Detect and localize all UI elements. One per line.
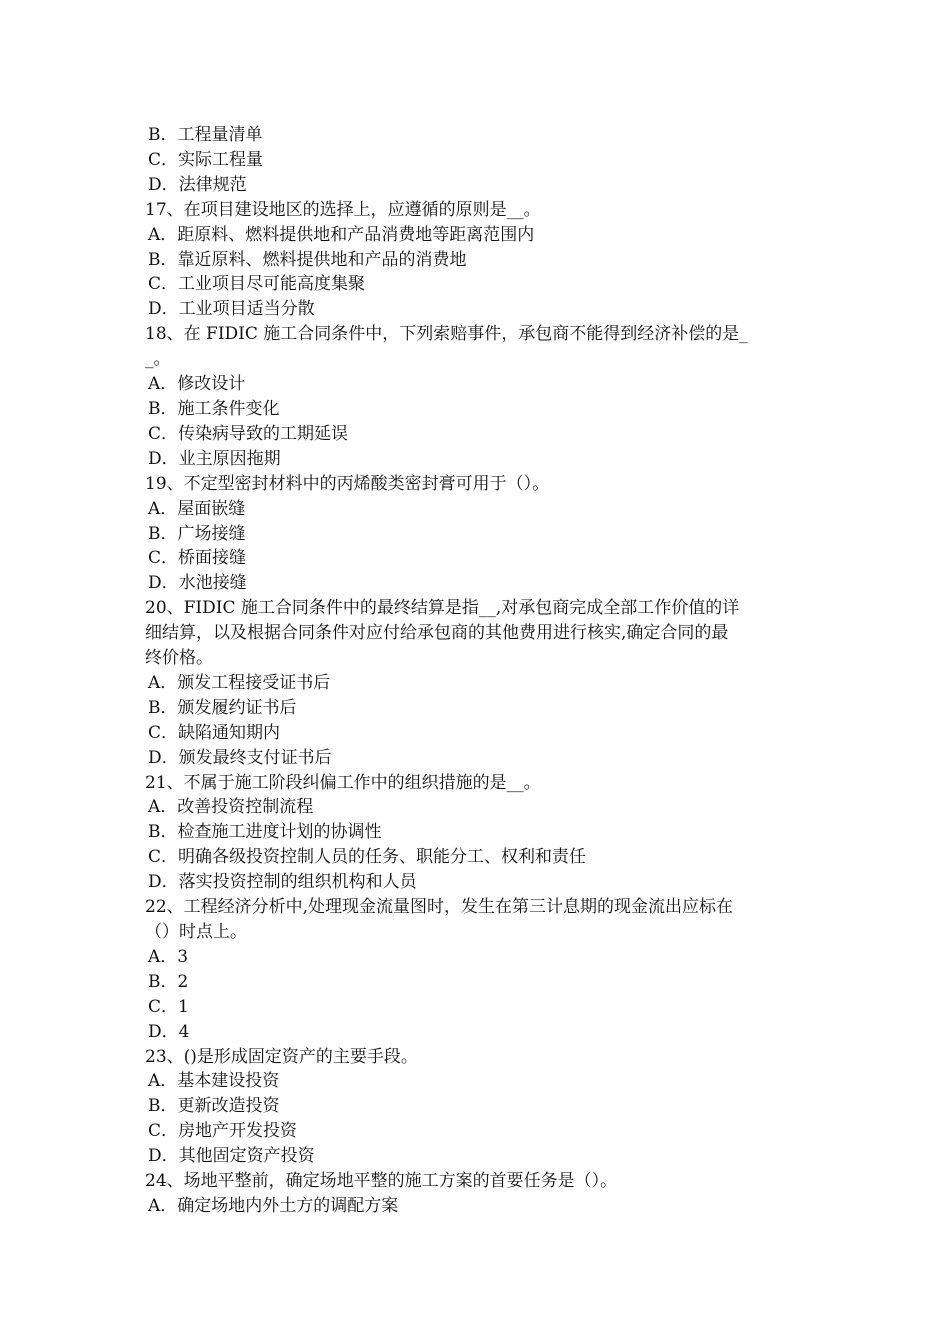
- question-text: 22、工程经济分析中,处理现金流量图时，发生在第三计息期的现金流出应标在: [145, 897, 734, 918]
- answer-option: B．广场接缝: [148, 523, 246, 544]
- answer-option: D．水池接缝: [148, 573, 247, 594]
- answer-option: D．法律规范: [148, 174, 247, 195]
- answer-option: A．改善投资控制流程: [148, 797, 314, 818]
- answer-option: D．落实投资控制的组织机构和人员: [148, 872, 417, 893]
- answer-option: B．检查施工进度计划的协调性: [148, 822, 382, 843]
- question-text: 19、不定型密封材料中的丙烯酸类密封膏可用于（）。: [145, 473, 550, 494]
- answer-option: A．修改设计: [148, 374, 246, 395]
- answer-option: D．业主原因拖期: [148, 448, 281, 469]
- question-text: 23、()是形成固定资产的主要手段。: [145, 1046, 418, 1067]
- question-text: 细结算，以及根据合同条件对应付给承包商的其他费用进行核实,确定合同的最: [145, 623, 729, 644]
- question-text: 终价格。: [145, 648, 213, 669]
- answer-option: C．桥面接缝: [148, 548, 247, 569]
- answer-option: D．工业项目适当分散: [148, 299, 315, 320]
- question-text: 17、在项目建设地区的选择上，应遵循的原则是__。: [145, 199, 541, 220]
- document-body: [145, 123, 815, 1219]
- answer-option: C．实际工程量: [148, 149, 264, 170]
- question-text: 21、不属于施工阶段纠偏工作中的组织措施的是__。: [145, 772, 541, 793]
- answer-option: A．3: [148, 946, 189, 967]
- answer-option: B．更新改造投资: [148, 1096, 280, 1117]
- answer-option: A．颁发工程接受证书后: [148, 672, 331, 693]
- answer-option: C．缺陷通知期内: [148, 722, 281, 743]
- answer-option: A．基本建设投资: [148, 1071, 280, 1092]
- answer-option: B．靠近原料、燃料提供地和产品的消费地: [148, 249, 467, 270]
- answer-option: C．传染病导致的工期延误: [148, 423, 349, 444]
- question-text: （）时点上。: [145, 922, 247, 942]
- answer-option: B．施工条件变化: [148, 398, 280, 419]
- answer-option: C．房地产开发投资: [148, 1121, 298, 1142]
- question-text: 24、场地平整前，确定场地平整的施工方案的首要任务是（）。: [145, 1171, 618, 1192]
- answer-option: C．明确各级投资控制人员的任务、职能分工、权利和责任: [148, 847, 587, 868]
- answer-option: B．2: [148, 971, 189, 992]
- answer-option: C．1: [148, 996, 189, 1017]
- answer-option: D．其他固定资产投资: [148, 1146, 315, 1167]
- answer-option: D．颁发最终支付证书后: [148, 747, 332, 768]
- answer-option: A．距原料、燃料提供地和产品消费地等距离范围内: [148, 224, 535, 245]
- answer-option: D．4: [148, 1021, 190, 1042]
- question-text: 20、FIDIC 施工合同条件中的最终结算是指__,对承包商完成全部工作价值的详: [145, 598, 740, 619]
- question-text: _。: [145, 349, 171, 370]
- answer-option: B．颁发履约证书后: [148, 697, 297, 718]
- question-text: 18、在 FIDIC 施工合同条件中，下列索赔事件，承包商不能得到经济补偿的是_: [145, 324, 748, 345]
- answer-option: A．屋面嵌缝: [148, 498, 246, 519]
- answer-option: A．确定场地内外土方的调配方案: [148, 1195, 399, 1216]
- answer-option: C．工业项目尽可能高度集聚: [148, 274, 366, 295]
- answer-option: B．工程量清单: [148, 125, 263, 145]
